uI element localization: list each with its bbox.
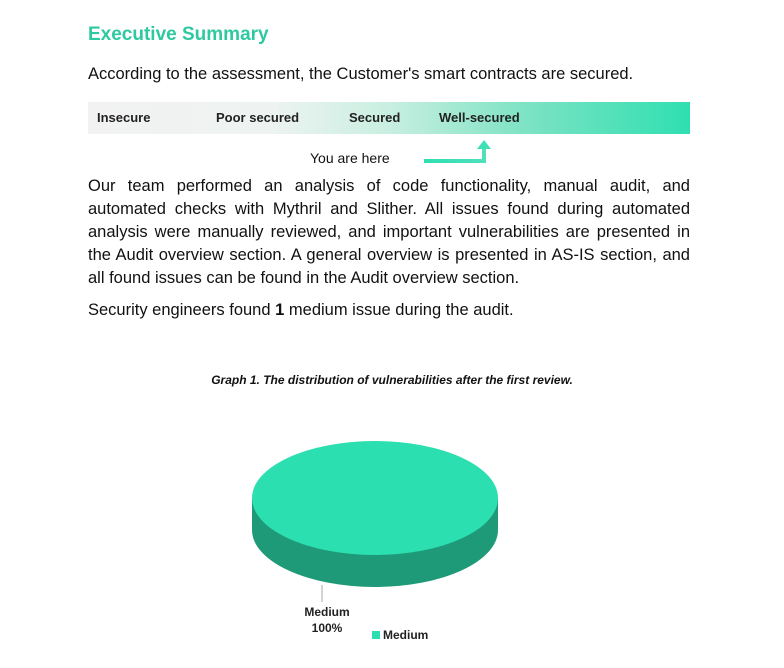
scale-label-poor-secured: Poor secured [216, 110, 300, 125]
vulnerability-pie-chart [240, 440, 510, 615]
security-scale-bar [88, 102, 690, 134]
pie-data-label-name: Medium [304, 605, 350, 619]
scale-label-well-secured: Well-secured [439, 110, 520, 125]
findings-count: 1 [275, 301, 285, 319]
pie-data-label-percent: 100% [311, 621, 343, 635]
pie-slice-medium [252, 441, 498, 555]
findings-suffix: medium issue during the audit. [284, 301, 514, 319]
findings-summary [88, 301, 514, 320]
pie-data-label [300, 604, 354, 636]
scale-label-secured: Secured [349, 110, 401, 125]
graph-caption: Graph 1. The distribution of vulnerabilities after the first review. [211, 373, 573, 387]
section-heading: Executive Summary [88, 24, 269, 45]
audit-description [88, 175, 690, 290]
legend-label-medium: Medium [383, 628, 429, 642]
legend-swatch-medium [372, 631, 380, 639]
arrow-up-icon [422, 138, 494, 166]
findings-prefix: Security engineers found [88, 301, 276, 319]
scale-label-insecure: Insecure [97, 110, 151, 125]
assessment-statement: According to the assessment, the Customer's smart contracts are secured. [88, 65, 634, 83]
audit-description-text: Our team performed an analysis of code functionality, manual audit, and automated checks with Mythril and Slither. All issues found during automated analysis were manually reviewed, and important vulnerabilities are presented in the Audit overview section. A general overview is presented in AS-IS section, and all found issues can be found in the Audit overview section. [88, 177, 690, 287]
chart-legend [372, 628, 428, 642]
you-are-here-label: You are here [310, 150, 390, 166]
